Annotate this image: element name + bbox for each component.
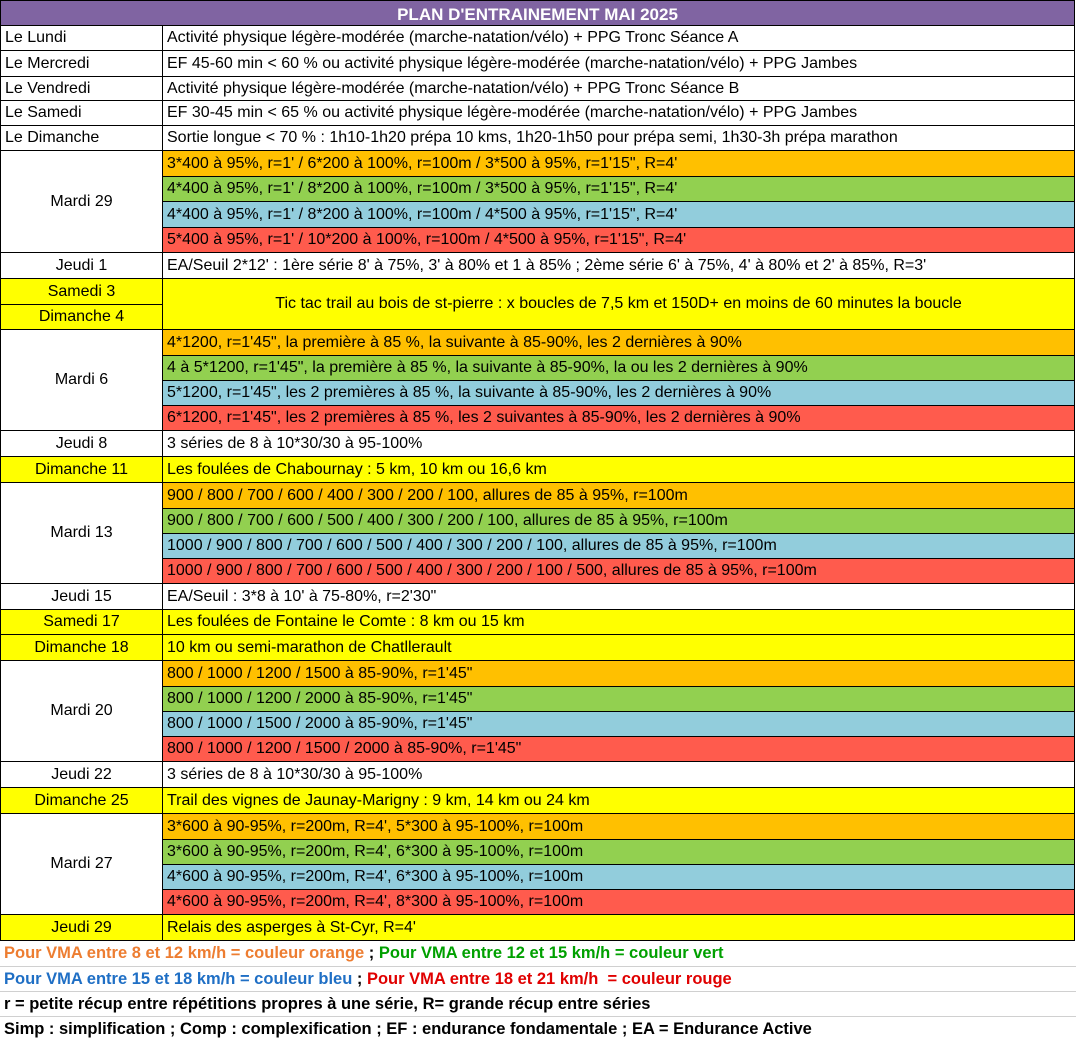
weekday-dimanche: Le Dimanche bbox=[0, 126, 163, 151]
weekday-lundi: Le Lundi bbox=[0, 26, 163, 51]
session-day-mardi-20: Mardi 20 bbox=[0, 661, 163, 762]
weekday-vendredi-activity: Activité physique légère-modérée (marche-natation/vélo) + PPG Tronc Séance B bbox=[163, 77, 1075, 101]
session-day-jeudi-1: Jeudi 1 bbox=[0, 253, 163, 279]
event-foulees-chabournay: Les foulées de Chabournay : 5 km, 10 km ou 16,6 km bbox=[163, 457, 1075, 483]
session-mardi-20-orange: 800 / 1000 / 1200 / 1500 à 85-90%, r=1'45" bbox=[163, 661, 1075, 687]
session-jeudi-15: EA/Seuil : 3*8 à 10' à 75-80%, r=2'30" bbox=[163, 584, 1075, 610]
session-day-samedi-17: Samedi 17 bbox=[0, 610, 163, 635]
legend-separator: ; bbox=[364, 944, 379, 962]
event-trail-vignes: Trail des vignes de Jaunay-Marigny : 9 km, 14 km ou 24 km bbox=[163, 788, 1075, 814]
weekday-vendredi: Le Vendredi bbox=[0, 77, 163, 101]
session-mardi-13-green: 900 / 800 / 700 / 600 / 500 / 400 / 300 / 200 / 100, allures de 85 à 95%, r=100m bbox=[163, 509, 1075, 534]
sheet-title: PLAN D'ENTRAINEMENT MAI 2025 bbox=[0, 0, 1075, 26]
legend-red: Pour VMA entre 18 et 21 km/h = couleur rouge bbox=[366, 969, 732, 988]
session-mardi-29-red: 5*400 à 95%, r=1' / 10*200 à 100%, r=100m / 4*500 à 95%, r=1'15", R=4' bbox=[163, 228, 1075, 253]
session-day-jeudi-8: Jeudi 8 bbox=[0, 431, 163, 457]
legend-line-2 bbox=[0, 967, 1076, 992]
session-day-jeudi-22: Jeudi 22 bbox=[0, 762, 163, 788]
session-mardi-29-blue: 4*400 à 95%, r=1' / 8*200 à 100%, r=100m / 4*500 à 95%, r=1'15", R=4' bbox=[163, 202, 1075, 228]
session-jeudi-1: EA/Seuil 2*12' : 1ère série 8' à 75%, 3' à 80% et 1 à 85% ; 2ème série 6' à 75%, 4' à 80% et 2' à 85%, R=3' bbox=[163, 253, 1075, 279]
session-mardi-27-red: 4*600 à 90-95%, r=200m, R=4', 8*300 à 95-100%, r=100m bbox=[163, 890, 1075, 915]
legend-line-1 bbox=[0, 941, 1076, 967]
session-mardi-29-green: 4*400 à 95%, r=1' / 8*200 à 100%, r=100m / 3*500 à 95%, r=1'15", R=4' bbox=[163, 177, 1075, 202]
session-mardi-20-green: 800 / 1000 / 1200 / 2000 à 85-90%, r=1'45" bbox=[163, 687, 1075, 712]
session-day-dimanche-25: Dimanche 25 bbox=[0, 788, 163, 814]
session-day-jeudi-29: Jeudi 29 bbox=[0, 915, 163, 941]
session-day-mardi-29: Mardi 29 bbox=[0, 151, 163, 253]
session-mardi-6-green: 4 à 5*1200, r=1'45", la première à 85 %, la suivante à 85-90%, la ou les 2 dernières à 90% bbox=[163, 356, 1075, 381]
session-mardi-20-blue: 800 / 1000 / 1500 / 2000 à 85-90%, r=1'45" bbox=[163, 712, 1075, 737]
session-mardi-6-blue: 5*1200, r=1'45", les 2 premières à 85 %, la suivante à 85-90%, les 2 dernières à 90% bbox=[163, 381, 1075, 406]
session-mardi-13-red: 1000 / 900 / 800 / 700 / 600 / 500 / 400 / 300 / 200 / 100 / 500, allures de 85 à 95%, r=100m bbox=[163, 559, 1075, 584]
session-day-samedi-3: Samedi 3 bbox=[0, 279, 163, 305]
session-mardi-27-blue: 4*600 à 90-95%, r=200m, R=4', 6*300 à 95-100%, r=100m bbox=[163, 865, 1075, 890]
weekday-lundi-activity: Activité physique légère-modérée (marche-natation/vélo) + PPG Tronc Séance A bbox=[163, 26, 1075, 51]
session-mardi-29-orange: 3*400 à 95%, r=1' / 6*200 à 100%, r=100m / 3*500 à 95%, r=1'15", R=4' bbox=[163, 151, 1075, 177]
event-tic-tac-trail: Tic tac trail au bois de st-pierre : x boucles de 7,5 km et 150D+ en moins de 60 minutes la boucle bbox=[163, 279, 1075, 330]
session-mardi-6-orange: 4*1200, r=1'45", la première à 85 %, la suivante à 85-90%, les 2 dernières à 90% bbox=[163, 330, 1075, 356]
session-jeudi-22: 3 séries de 8 à 10*30/30 à 95-100% bbox=[163, 762, 1075, 788]
legend-recovery-note: r = petite récup entre répétitions propres à une série, R= grande récup entre séries bbox=[0, 992, 1076, 1017]
weekday-dimanche-activity: Sortie longue < 70 % : 1h10-1h20 prépa 10 kms, 1h20-1h50 pour prépa semi, 1h30-3h prépa marathon bbox=[163, 126, 1075, 151]
session-mardi-20-red: 800 / 1000 / 1200 / 1500 / 2000 à 85-90%, r=1'45" bbox=[163, 737, 1075, 762]
event-relais-asperges: Relais des asperges à St-Cyr, R=4' bbox=[163, 915, 1075, 941]
session-day-mardi-6: Mardi 6 bbox=[0, 330, 163, 431]
weekday-samedi-activity: EF 30-45 min < 65 % ou activité physique légère-modérée (marche-natation/vélo) + PPG Jambes bbox=[163, 101, 1075, 126]
legend-separator: ; bbox=[352, 969, 367, 988]
session-day-dimanche-4: Dimanche 4 bbox=[0, 305, 163, 330]
session-mardi-6-red: 6*1200, r=1'45", les 2 premières à 85 %, les 2 suivantes à 85-90%, les 2 dernières à 90% bbox=[163, 406, 1075, 431]
weekday-samedi: Le Samedi bbox=[0, 101, 163, 126]
legend-orange: Pour VMA entre 8 et 12 km/h = couleur orange bbox=[4, 944, 365, 962]
session-mardi-27-orange: 3*600 à 90-95%, r=200m, R=4', 5*300 à 95-100%, r=100m bbox=[163, 814, 1075, 840]
legend-blue: Pour VMA entre 15 et 18 km/h = couleur bleu bbox=[4, 969, 353, 988]
legend-green: Pour VMA entre 12 et 15 km/h = couleur vert bbox=[378, 944, 724, 962]
session-mardi-13-blue: 1000 / 900 / 800 / 700 / 600 / 500 / 400 / 300 / 200 / 100, allures de 85 à 95%, r=100m bbox=[163, 534, 1075, 559]
session-day-mardi-13: Mardi 13 bbox=[0, 483, 163, 584]
legend-abbreviations: Simp : simplification ; Comp : complexification ; EF : endurance fondamentale ; EA = Endurance Active bbox=[4, 1019, 812, 1038]
weekday-mercredi-activity: EF 45-60 min < 60 % ou activité physique légère-modérée (marche-natation/vélo) + PPG Jambes bbox=[163, 51, 1075, 77]
session-jeudi-8: 3 séries de 8 à 10*30/30 à 95-100% bbox=[163, 431, 1075, 457]
event-chatllerault: 10 km ou semi-marathon de Chatllerault bbox=[163, 635, 1075, 661]
session-mardi-27-green: 3*600 à 90-95%, r=200m, R=4', 6*300 à 95-100%, r=100m bbox=[163, 840, 1075, 865]
event-foulees-fontaine: Les foulées de Fontaine le Comte : 8 km ou 15 km bbox=[163, 610, 1075, 635]
session-day-dimanche-18: Dimanche 18 bbox=[0, 635, 163, 661]
session-day-dimanche-11: Dimanche 11 bbox=[0, 457, 163, 483]
session-mardi-13-orange: 900 / 800 / 700 / 600 / 400 / 300 / 200 / 100, allures de 85 à 95%, r=100m bbox=[163, 483, 1075, 509]
weekday-mercredi: Le Mercredi bbox=[0, 51, 163, 77]
session-day-mardi-27: Mardi 27 bbox=[0, 814, 163, 915]
session-day-jeudi-15: Jeudi 15 bbox=[0, 584, 163, 610]
